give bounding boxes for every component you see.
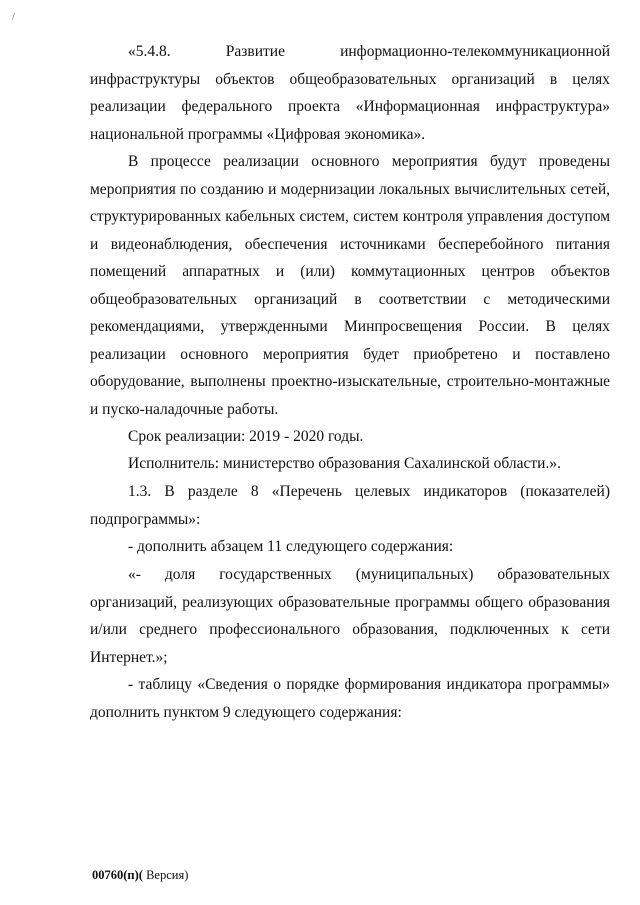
paragraph-table-addition: - таблицу «Сведения о порядке формирования индикатора программы» дополнить пунктом 9 следующего содержания: [90, 676, 610, 721]
paragraph-section-8: 1.3. В разделе 8 «Перечень целевых индикаторов (показателей) подпрограммы»: [90, 483, 610, 528]
paragraph-indicator-text: «- доля государственных (муниципальных) образовательных организаций, реализующих образовательные программы общего образования и/или среднего профессионального образования, подключенных к сети Интернет.»; [90, 566, 610, 666]
document-footer [92, 868, 188, 883]
paragraph-measures: В процессе реализации основного мероприятия будут проведены мероприятия по созданию и модернизации локальных вычислительных сетей, структурированных кабельных систем, систем контроля управления доступом и видеонаблюдения, обеспечения источниками бесперебойного питания помещений аппаратных и (или) коммутационных центров объектов общеобразовательных организаций в соответствии с методическими рекомендациями, утвержденными Минпросвещения России. В целях реализации основного мероприятия будет приобретено и поставлено оборудование, выполнены проектно-изыскательные, строительно-монтажные и пуско-наладочные работы. [90, 153, 610, 418]
footer-version: Версия) [142, 868, 189, 882]
margin-mark: / [12, 12, 15, 23]
paragraph-add-clause: - дополнить абзацем 11 следующего содержания: [128, 538, 454, 555]
paragraph-executor: Исполнитель: министерство образования Сахалинской области.». [128, 455, 561, 472]
footer-code: 00760(п)( [92, 868, 143, 882]
paragraph-section-heading: «5.4.8. Развитие информационно-телекоммуникационной инфраструктуры объектов общеобразовательных организаций в целях реализации федерального проекта «Информационная инфраструктура» национальной программы «Цифровая экономика». [90, 43, 610, 143]
paragraph-term: Срок реализации: 2019 - 2020 годы. [128, 428, 364, 445]
